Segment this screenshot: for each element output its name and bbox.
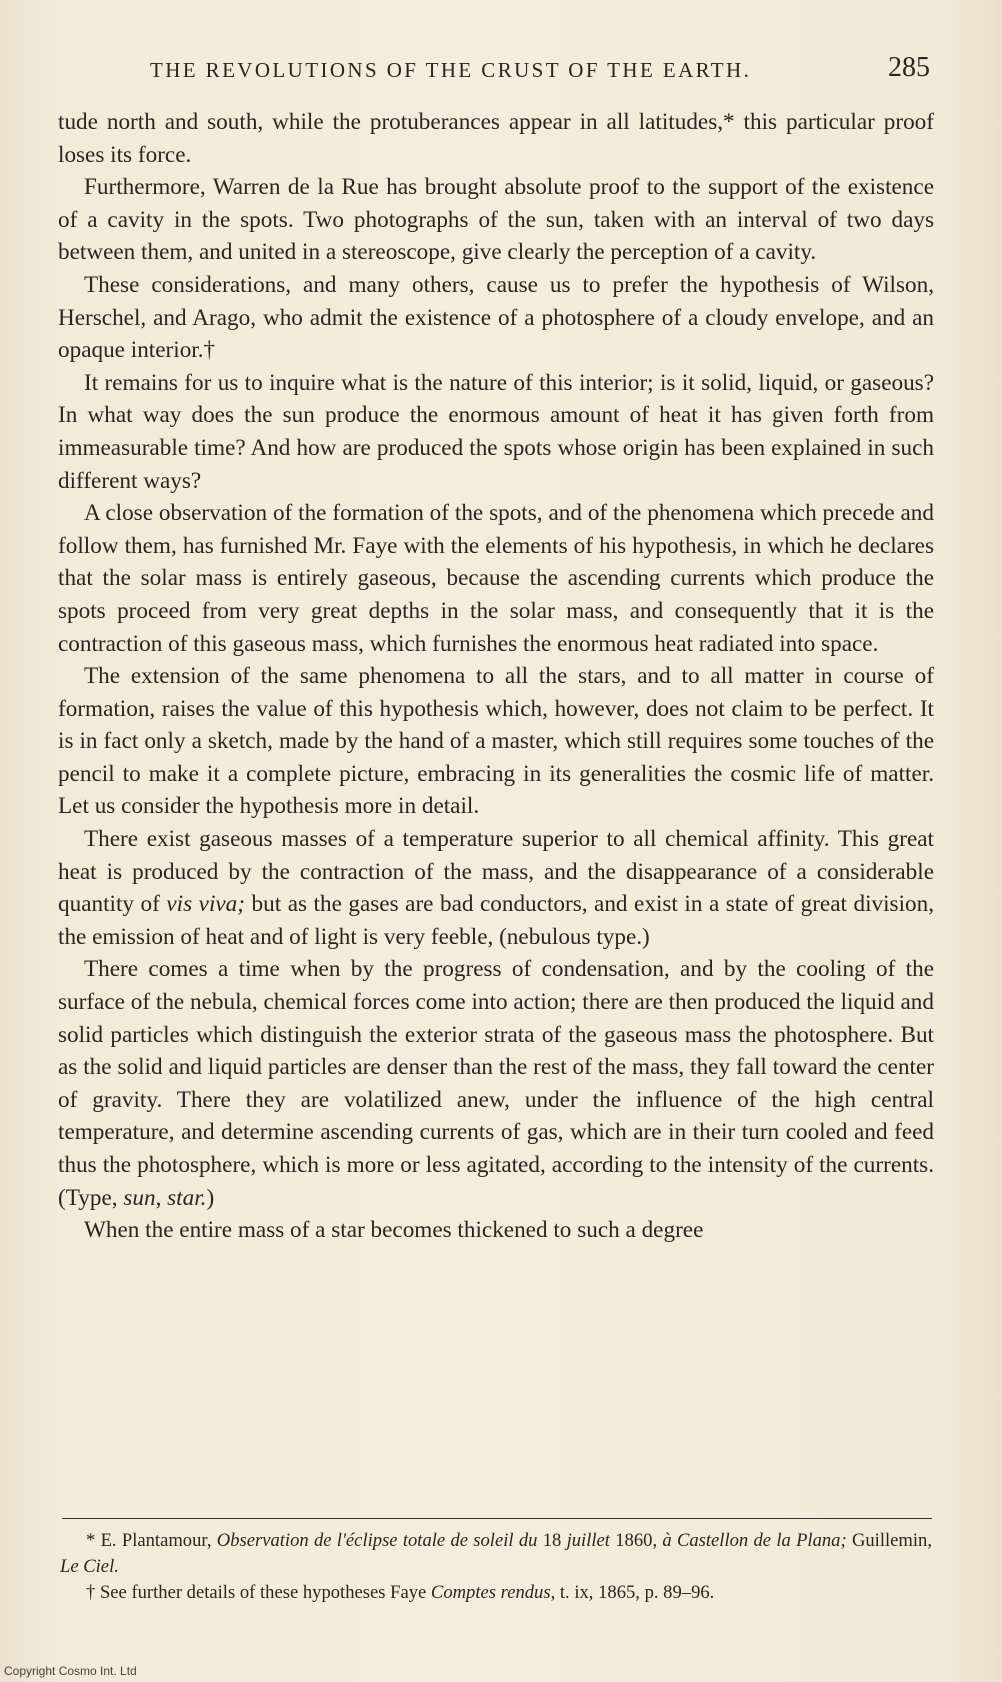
footnote-marker: † See further details of these hypotheses Faye bbox=[86, 1582, 431, 1603]
text-run: but as the gases are bad conductors, and exist in a state of great division, the emission of heat and of light is very feeble, (nebulous type.) bbox=[58, 891, 935, 950]
text-run: There exist gaseous masses of a temperature superior to all chemical affinity. This great heat is produced by the contraction of the mass, and the disappearance of a considerable quantity of bbox=[58, 826, 934, 918]
copyright-notice: Copyright Cosmo Int. Ltd bbox=[4, 1664, 137, 1678]
page-header bbox=[150, 52, 930, 92]
body-text bbox=[58, 106, 934, 1247]
italic-text: à Castellon de la Plana; bbox=[662, 1530, 847, 1551]
text-run: 1860, bbox=[609, 1530, 663, 1551]
paragraph: The extension of the same phenomena to all the stars, and to all matter in course of formation, raises the value of this hypothesis which, however, does not claim to be perfect. It is in fact only a sketch, made by the hand of a master, which still requires some touches of the pencil to make it a complete picture, embracing in its generalities the cosmic life of matter. Let us consider the hypothesis more in detail. bbox=[58, 663, 934, 820]
italic-text: Le Ciel. bbox=[60, 1556, 119, 1577]
paragraph: tude north and south, while the protuberances appear in all latitudes,* this particular proof loses its force. bbox=[58, 109, 934, 168]
text-run: ) bbox=[206, 1184, 215, 1211]
paragraph bbox=[58, 823, 934, 953]
paragraph: These considerations, and many others, cause us to prefer the hypothesis of Wilson, Herschel, and Arago, who admit the existence of a photosphere of a cloudy envelope, and an opaque interior.† bbox=[58, 271, 934, 364]
running-title: THE REVOLUTIONS OF THE CRUST OF THE EARTH. bbox=[150, 58, 752, 82]
text-run: Guillemin, bbox=[846, 1530, 932, 1551]
italic-text: juillet bbox=[566, 1530, 610, 1551]
page-number: 285 bbox=[888, 52, 930, 83]
italic-text: star. bbox=[167, 1184, 207, 1211]
text-run: There comes a time when by the progress of condensation, and by the cooling of the surface of the nebula, chemical forces come into action; there are then produced the liquid and solid particles which distinguish the exterior strata of the gaseous mass the photosphere. But as the solid and liquid particles are denser than the rest of the mass, they fall toward the center of gravity. There they are volatilized anew, under the influence of the high central temperature, and determine ascending currents of gas, which are in their turn cooled and feed thus the photosphere, which is more or less agitated, according to the intensity of the currents. (Type, bbox=[58, 956, 934, 1211]
paragraph bbox=[58, 953, 934, 1214]
footnote bbox=[60, 1528, 932, 1580]
footnotes bbox=[60, 1528, 932, 1606]
paragraph: When the entire mass of a star becomes thickened to such a degree bbox=[84, 1217, 704, 1244]
footnote-marker: * E. Plantamour, bbox=[86, 1530, 217, 1551]
paragraph: A close observation of the formation of the spots, and of the phenomena which precede and follow them, has furnished Mr. Faye with the elements of his hypothesis, in which he declares that the solar mass is entirely gaseous, because the ascending currents which produce the spots proceed from very great depths in the solar mass, and consequently that it is the contraction of this gaseous mass, which furnishes the enormous heat radiated into space. bbox=[58, 500, 934, 657]
italic-text: vis viva; bbox=[166, 891, 246, 918]
text-run: 18 bbox=[537, 1530, 567, 1551]
italic-text: sun bbox=[123, 1184, 156, 1211]
footnote bbox=[60, 1580, 932, 1606]
paragraph: It remains for us to inquire what is the nature of this interior; is it solid, liquid, or gaseous? In what way does the sun produce the enormous amount of heat it has given forth from immeasurable time? And how are produced the spots whose origin has been explained in such different ways? bbox=[58, 369, 934, 494]
text-run: , t. ix, 1865, p. 89–96. bbox=[550, 1582, 715, 1603]
italic-text: Observation de l'éclipse totale de soleil du bbox=[216, 1530, 538, 1551]
italic-text: Comptes rendus bbox=[430, 1582, 551, 1603]
paragraph: Furthermore, Warren de la Rue has brought absolute proof to the support of the existence of a cavity in the spots. Two photographs of the sun, taken with an interval of two days between them, and united in a stereoscope, give clearly the perception of a cavity. bbox=[58, 174, 934, 266]
footnote-divider bbox=[62, 1518, 932, 1519]
text-run: , bbox=[155, 1184, 168, 1211]
